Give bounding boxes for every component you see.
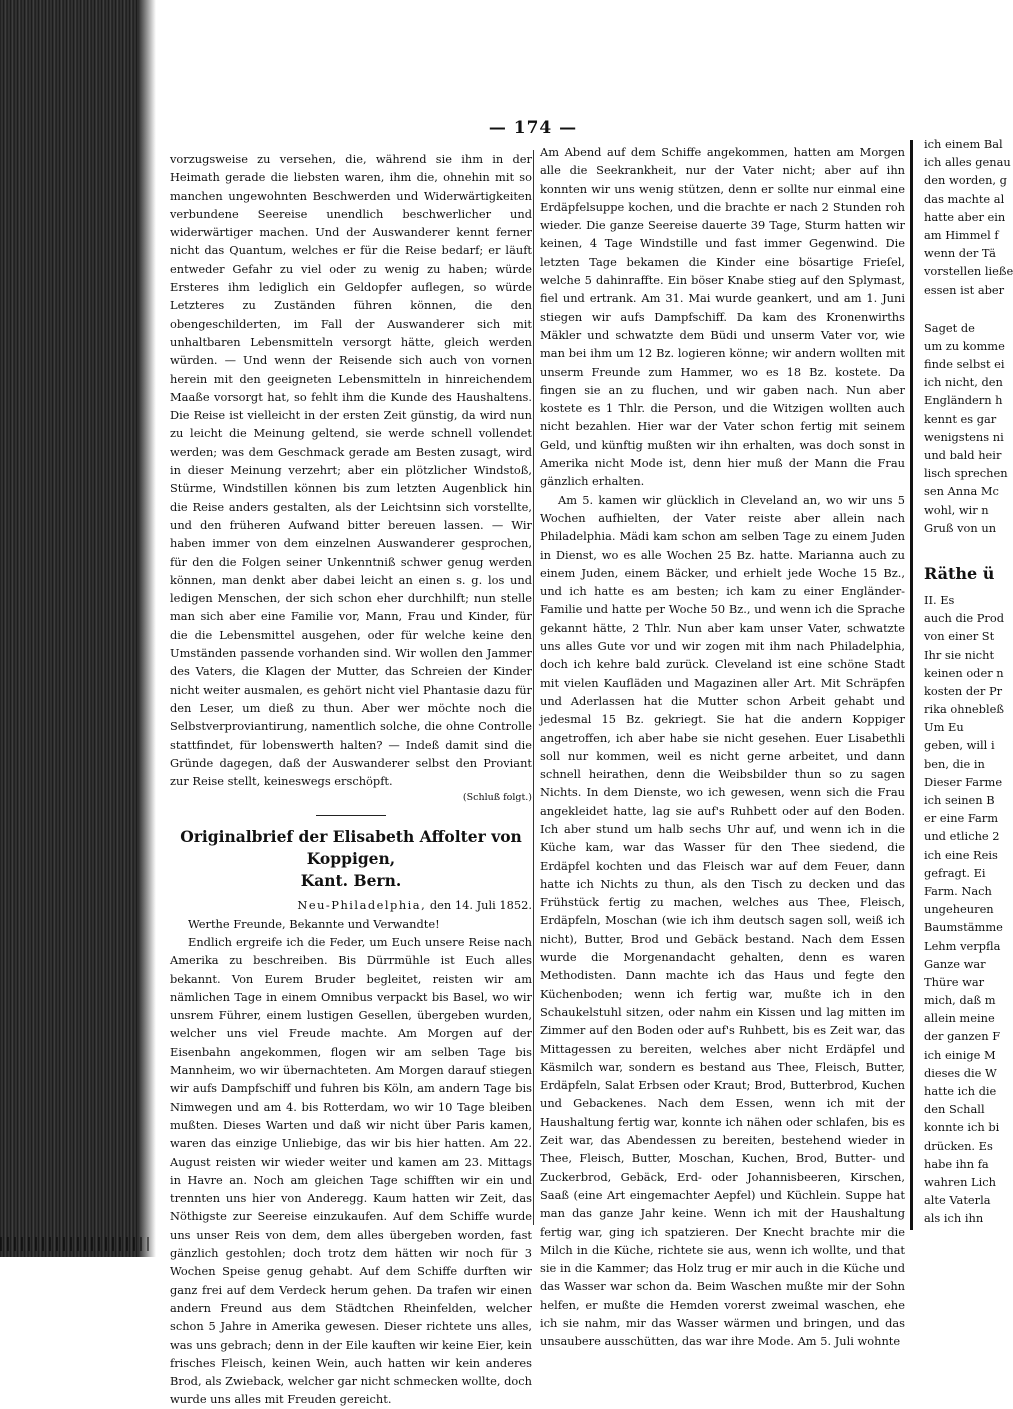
fragment-line: geben, will i <box>924 738 995 753</box>
page-number: — 174 — <box>488 118 578 138</box>
fragment-line: allein meine <box>924 1011 995 1026</box>
fragment-line: alte Vaterla <box>924 1193 991 1208</box>
fragment-line: ich alles genau <box>924 155 1011 170</box>
right-lines-mid <box>924 319 1008 537</box>
fragment-line: konnte ich bi <box>924 1120 1000 1135</box>
left-column <box>170 150 532 1409</box>
fragment-line: ungeheuren <box>924 902 994 917</box>
fragment-line: wohl, wir n <box>924 502 989 517</box>
fragment-line: mich, daß m <box>924 993 996 1008</box>
fragment-line: ich seinen B <box>924 793 995 807</box>
fragment-line: wenn der Tä <box>924 246 996 261</box>
fragment-line: Thüre war <box>924 974 985 989</box>
fragment-line: Farm. Nach <box>924 883 992 898</box>
fragment-line: das machte al <box>924 191 1005 206</box>
letter-salutation: Werthe Freunde, Bekannte und Verwandte! <box>188 916 440 931</box>
fragment-line: als ich ihn <box>924 1211 984 1226</box>
headline-line-1: Originalbrief der Elisabeth Affolter von Koppigen, <box>180 827 522 869</box>
fragment-line: ich eine Reis <box>924 847 998 862</box>
fragment-line: hatte aber ein <box>924 209 1006 224</box>
column-divider <box>533 150 534 1225</box>
letter-dateline <box>170 896 532 914</box>
fragment-line: dieses die W <box>924 1065 997 1080</box>
column-divider-right <box>910 140 913 1230</box>
fragment-line: lisch sprechen <box>924 466 1008 481</box>
fragment-line: und etliche 2 <box>924 829 1000 844</box>
fragment-line: Ganze war <box>924 956 986 971</box>
fragment-line: Gruß von un <box>924 520 997 535</box>
fragment-line: ich nicht, den <box>924 375 1003 390</box>
right-lines-bottom <box>924 591 1005 1228</box>
fragment-line: kennt es gar <box>924 411 997 426</box>
dateline-date: den 14. Juli 1852. <box>429 898 532 913</box>
fragment-line: am Himmel f <box>924 227 999 242</box>
fragment-line: hatte ich die <box>924 1084 997 1098</box>
fragment-line: von einer St <box>924 629 995 644</box>
fragment-line: Um Eu <box>924 720 964 735</box>
section-heading-fragment: Räthe ü <box>924 563 995 583</box>
fragment-line: keinen oder n <box>924 665 1004 680</box>
fragment-line: essen ist aber <box>924 282 1005 297</box>
fragment-line: ich einem Bal <box>924 137 1003 151</box>
letter-headline <box>170 826 532 892</box>
binding-shadow <box>138 0 156 1257</box>
right-lines-top <box>924 135 1013 299</box>
middle-column <box>540 143 905 1351</box>
fragment-line: kosten der Pr <box>924 683 1003 698</box>
fragment-line: vorstellen ließe <box>924 264 1013 279</box>
headline-line-2: Kant. Bern. <box>300 871 402 891</box>
article-continuation-text: vorzugsweise zu versehen, die, während sie ihm in der Heimath gerade die liebsten waren, ihm die, ohnehin mit so manchen ungewohnten Beschwerden und Widerwärtigkeiten verbundene Seereise unendlich beschwerlicher und widerwärtiger machen. Und der Auswanderer kennt ferner nicht das Quantum, welches er für die Reise bedarf; er läuft entweder Gefahr zu viel oder zu wenig zu haben; würde Ersteres ihm lediglich ein Geldopfer auflegen, so würde Letzteres zu Zuständen führen können, die den obengeschilderten, im Fall der Auswanderer sich mit unhaltbaren Lebensmitteln versorgt hätte, gleich werden würden. — Und wenn der Reisende sich auch von vornen herein mit den geeigneten Lebensmitteln in hinreichendem Maaße vorsorgt hat, so fehlt ihm die Kunde des Haushaltens. Die Reise ist vielleicht in der ersten Zeit günstig, da wird nun zu leicht die Meinung geltend, sie werde schnell vollendet werden; was dem Geschmack gerade am Besten zusagt, wird in dieser Meinung verzehrt; aber ein plötzlicher Windstoß, Stürme, Windstillen können bis zum letzten Augenblick hin die Reise anders gestalten, als der Leichtsinn sich vorstellte, und den früheren Aufwand bitter bereuen lassen. — Wir haben immer von dem einzelnen Auswanderer gesprochen, für den die Folgen seiner Unkenntniß schwer genug werden können, man denkt aber dabei leicht an einen s. g. los und ledigen Menschen, der sich schon eher durchhilft; nun stelle man sich aber eine Familie vor, Mann, Frau und Kinder, für die die Lebensmittel ausgehen, oder für welche keine den Umständen passende vorhanden sind. Wir wollen den Jammer des Vaters, die Klagen der Mutter, das Schreien der Kinder nicht weiter ausmalen, es gehört nicht viel Phantasie dazu für den Leser, um dieß zu thun. Aber wer möchte noch die Selbstverproviantirung, namentlich solche, die ohne Controlle stattfindet, für lobenswerth halten? — Indeß damit sind die Gründe dagegen, daß der Auswanderer selbst den Proviant zur Reise stellt, keineswegs erschöpft. <box>170 152 532 789</box>
fragment-line: den worden, g <box>924 173 1007 188</box>
fragment-line: drücken. Es <box>924 1138 993 1153</box>
fragment-line: sen Anna Mc <box>924 484 999 499</box>
fragment-line: wahren Lich <box>924 1174 996 1189</box>
fragment-line: ben, die in <box>924 756 985 771</box>
letter-body-text-3: Am 5. kamen wir glücklich in Cleveland an, wo wir uns 5 Wochen aufhielten, der Vater reiste aber allein nach Philadelphia. Mädi kam schon am selben Tage zu einem Juden in Dienst, wo es alle Wochen 25 Bz. hatte. Marianna auch zu einem Juden, einem Bäcker, und erhielt jede Woche 15 Bz., und ich hatte es am besten; ich kam zu einer Engländer-Familie und hatte per Woche 50 Bz., und wenn ich die Sprache gekannt hätte, 2 Thlr. Nun aber kam unser Vater, schwatzte uns alles Gute vor und wir zogen mit ihm nach Philadelphia, doch ich kehre bald zurück. Cleveland ist eine schöne Stadt mit vielen Kaufläden und Magazinen aller Art. Mit Schräpfen und Aderlassen hat die Mutter schon Arbeit gehabt und jedesmal 15 Bz. gekriegt. Sie hat die andern Koppiger angetroffen, ich aber habe sie nicht gesehen. Euer Lisabethli soll nur kommen, weil es nicht gerne arbeitet, und dann schnell heirathen, denn die Weibsbilder thun so zu sagen Nichts. In dem Dienste, wo ich gewesen, wenn sich die Frau angekleidet hatte, lag sie auf's Ruhbett oder auf den Boden. Ich aber stund um halb sechs Uhr auf, und wenn ich in die Küche kam, war das Wasser für den Thee siedend, die Erdäpfel kochten und das Fleisch war auf dem Feuer, dann hatte ich Nichts zu thun, als den Tisch zu decken und das Frühstück fertig zu machen, welches aus Thee, Fleisch, Erdäpfeln, Moschan (wie ich ihm deutsch sagen soll, weiß ich nicht), Butter, Brod und Gebäck bestand. Nach dem Essen wurde die Morgenandacht gehalten, denn es waren Methodisten. Dann machte ich das Haus und fegte den Küchenboden; wenn ich fertig war, mußte ich in den Schaukelstuhl sitzen, oder nahm ein Kissen und lag mitten im Zimmer auf den Boden oder auf's Ruhbett, bis es Zeit war, das Mittagessen zu bereiten, welches aber nicht Erdäpfel und Käsmilch war, sondern es bestand aus Thee, Fleisch, Butter, Erdäpfeln, Salat Erbsen oder Kraut; Brod, Butterbrod, Kuchen und Gebackenes. Nach dem Essen, wenn ich mit der Haushaltung fertig war, konnte ich nähen oder schlafen, bis es Zeit war, das Abendessen zu bereiten, bestehend wieder in Thee, Fleisch, Butter, Moschan, Kuchen, Brod, Butter- und Zuckerbrod, Gebäck, Erd- oder Johannisbeeren, Kirschen, Saaß (eine Art eingemachter Aepfel) und Küchlein. Suppe hat man das ganze Jahr keine. Wenn ich mit der Haushaltung fertig war, ging ich spatzieren. Der Knecht brachte mir die Milch in die Küche, richtete sie aus, wenn ich wollte, und that sie in die Kammer; das Holz trug er mir auch in die Küche und das Wasser war schon da. Beim Waschen mußte mir der Sohn helfen, er mußte die Hemden vorerst zweimal waschen, ehe ich sie nahm, mir das Wasser wärmen und bringen, und das unsaubere ausschütten, das war ihre Mode. Am 5. Juli wohnte <box>540 492 905 1349</box>
fragment-line: auch die Prod <box>924 611 1005 626</box>
fragment-line: ich einige M <box>924 1047 996 1062</box>
fragment-line: um zu komme <box>924 338 1005 353</box>
fragment-line: Dieser Farme <box>924 774 1003 789</box>
right-column-fragment <box>924 135 1013 1228</box>
fragment-line: er eine Farm <box>924 811 999 826</box>
fragment-line: Ihr sie nicht <box>924 647 995 662</box>
letter-body-text-2: Am Abend auf dem Schiffe angekommen, hatten am Morgen alle die Seekrankheit, nur der Vater nicht; aber auf ihn konnten wir uns wenig stützen, denn er sollte nur einmal eine Erdäpfelsuppe kochen, und die brachte er nach 2 Stunden roh wieder. Die ganze Seereise dauerte 39 Tage, Sturm hatten wir keinen, 4 Tage Windstille und fast immer Gegenwind. Die letzten Tage bekamen die Kinder eine bösartige Frieſel, welche 5 dahinraffte. Ein böser Knabe stieg auf den Splymast, fiel und ertrank. Am 31. Mai wurde geankert, und am 1. Juni stiegen wir aufs Dampfschiff. Da kam des Kronenwirths Mäkler und schwatzte dem Büdi und unserm Vater vor, wie man bei ihm um 12 Bz. logieren könne; wir andern wollten mit unserm Freunde zum Hammer, wo es 18 Bz. kostete. Da fingen sie an zu fluchen, und wir gaben nach. Nun aber kostete es 1 Thlr. die Person, und die Witzigen wollten auch nicht bezahlen. Hier war der Vater schon fertig mit seinem Geld, und künftig mußten wir ihn erhalten, was doch sonst in Amerika nicht Mode ist, denn hier muß der Mann die Frau gänzlich erhalten. <box>540 145 905 489</box>
letter-body-text: Endlich ergreife ich die Feder, um Euch unsere Reise nach Amerika zu beschreiben. Bis Dürrmühle ist Euch alles bekannt. Von Eurem Bruder begleitet, reisten wir am nämlichen Tage in einem Omnibus verpackt bis Basel, wo wir unsrem Führer, einem lustigen Gesellen, übergeben wurden, welcher uns viel Freude machte. Am Morgen auf der Eisenbahn angekommen, flogen wir am selben Tage bis Mannheim, wo wir übernachteten. Am Morgen darauf stiegen wir aufs Dampfschiff und fuhren bis Köln, am andern Tage bis Nimwegen und am 4. bis Rotterdam, wo wir 10 Tage bleiben mußten. Dieses Warten und daß wir nicht über Paris kamen, waren das einzige Unliebige, das wir bis hier hatten. Am 22. August reisten wir wieder weiter und kamen am 23. Mittags in Havre an. Noch am gleichen Tage schifften wir ein und trennten uns hier von Anderegg. Kaum hatten wir Zeit, das Nöthigste zur Seereise einzukaufen. Auf dem Schiffe wurde uns unser Reis von dem, dem alles übergeben worden, fast gänzlich gestohlen; doch trotz dem hätten wir noch für 3 Wochen Speise genug gehabt. Auf dem Schiffe durften wir ganz frei auf dem Verdeck herum gehen. Da trafen wir einen andern Freund aus dem Städtchen Rheinfelden, welcher schon 5 Jahre in Amerika gewesen. Dieser richtete uns alles, was uns gebrach; denn in der Eile kauften wir keine Eier, kein frisches Fleisch, keinen Wein, auch hatten wir kein anderes Brod, als Zwieback, welcher gar nicht schmecken wollte, doch wurde uns alles mit Freuden gereicht. <box>170 934 532 1407</box>
scan-marks <box>0 1237 150 1251</box>
fragment-line: Baumstämme <box>924 920 1003 935</box>
book-binding-edge <box>0 0 150 1257</box>
fragment-line: gefragt. Ei <box>924 865 986 880</box>
dateline-place: Neu-Philadelphia, <box>297 898 427 913</box>
continued-note: (Schluß folgt.) <box>462 792 532 804</box>
fragment-line: II. Es <box>924 592 955 607</box>
fragment-line: Lehm verpfla <box>924 938 1001 953</box>
fragment-line: Engländern h <box>924 393 1003 408</box>
fragment-line: finde selbst ei <box>924 357 1005 372</box>
fragment-line: der ganzen F <box>924 1029 1001 1044</box>
fragment-line: Saget de <box>924 320 975 335</box>
fragment-line: rika ohnebleß <box>924 702 1004 717</box>
fragment-line: und bald heir <box>924 448 1002 462</box>
fragment-line: habe ihn fa <box>924 1156 989 1171</box>
fragment-line: wenigstens ni <box>924 429 1004 444</box>
fragment-line: den Schall <box>924 1102 985 1117</box>
article-separator <box>316 815 386 816</box>
